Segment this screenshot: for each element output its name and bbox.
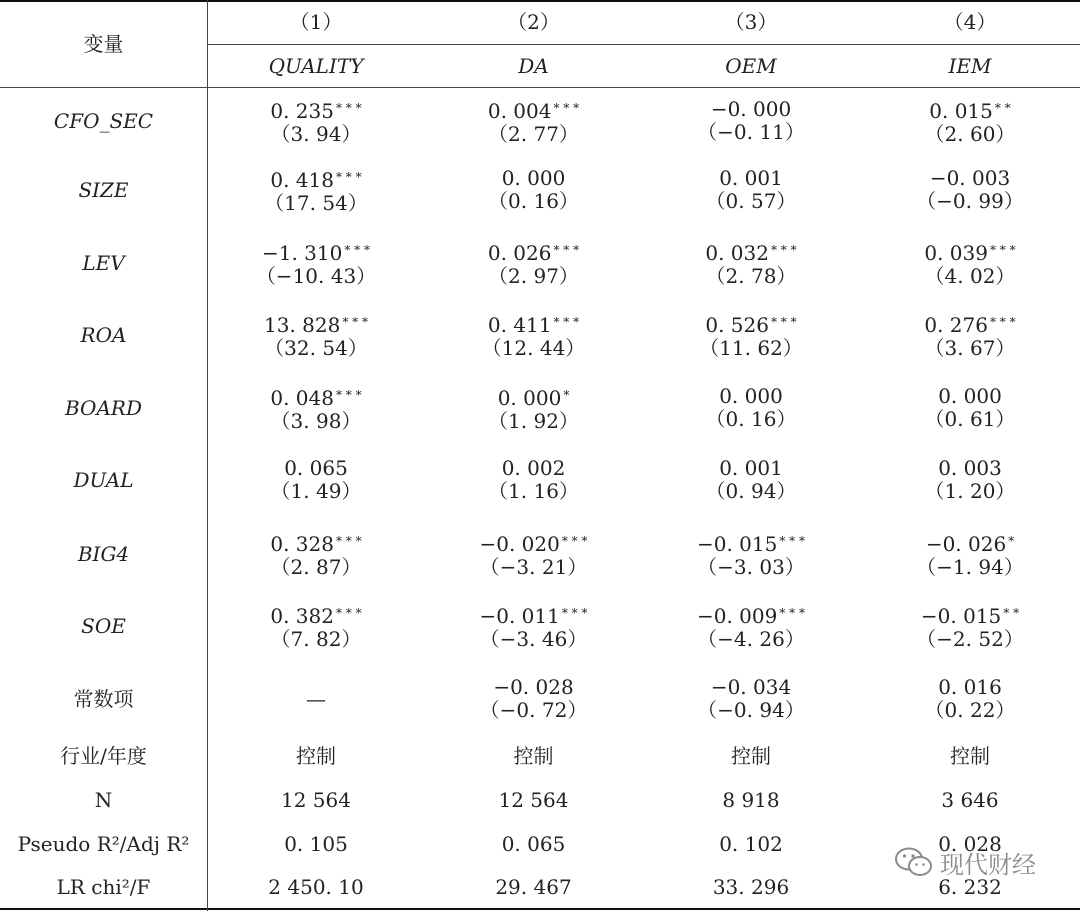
footer-value xyxy=(642,780,860,820)
coefficient-cell xyxy=(425,524,642,584)
coefficient-cell xyxy=(425,91,642,151)
t-statistic: （1. 92） xyxy=(488,408,579,433)
coefficient-value: 0. 382 xyxy=(270,603,334,628)
t-statistic: （32. 54） xyxy=(264,335,368,360)
dependent-var-header xyxy=(642,45,860,88)
significance-stars: * * * xyxy=(770,314,797,329)
t-statistic: （0. 61） xyxy=(924,407,1016,431)
coefficient-value: 0. 276 xyxy=(924,312,988,337)
coefficient-value: 0. 048 xyxy=(270,385,334,410)
coefficient xyxy=(924,311,1015,337)
column-number xyxy=(425,0,642,44)
significance-stars: * * xyxy=(994,100,1011,115)
coefficient-cell xyxy=(860,160,1080,220)
coefficient xyxy=(697,602,805,628)
t-statistic: （0. 16） xyxy=(488,189,579,213)
coefficient-cell xyxy=(642,378,860,438)
coefficient-cell xyxy=(425,378,642,438)
coefficient xyxy=(502,457,566,480)
t-statistic: （−10. 43） xyxy=(255,263,377,288)
coefficient-value: −0. 020 xyxy=(479,531,560,556)
coefficient xyxy=(719,385,783,408)
footer-label-text: 行业/年度 xyxy=(60,743,147,768)
coefficient xyxy=(719,167,783,190)
significance-stars: * * * xyxy=(335,169,362,184)
coefficient-value: 0. 039 xyxy=(924,240,988,265)
footer-label-text: Pseudo R²/Adj R² xyxy=(17,831,190,856)
significance-stars: * * * xyxy=(342,314,368,329)
coefficient xyxy=(262,239,370,265)
footer-value xyxy=(860,780,1080,820)
variable-name: BIG4 xyxy=(77,541,130,566)
significance-stars: * * * xyxy=(335,100,362,115)
coefficient-value: −0. 015 xyxy=(696,531,778,556)
t-statistic: （−3. 21） xyxy=(479,554,588,579)
footer-value xyxy=(207,824,425,864)
footer-value xyxy=(207,867,425,907)
footer-value xyxy=(642,867,860,907)
t-statistic: （−3. 03） xyxy=(697,554,805,579)
significance-stars: * * * xyxy=(561,605,588,620)
t-statistic: （0. 94） xyxy=(705,479,797,503)
coefficient xyxy=(938,457,1002,480)
dependent-var-header xyxy=(207,45,425,88)
coefficient xyxy=(284,457,348,480)
t-statistic: （1. 49） xyxy=(270,479,362,503)
t-statistic: （3. 67） xyxy=(924,335,1016,360)
t-statistic: （12. 44） xyxy=(481,335,586,360)
footer-value-text: 0. 102 xyxy=(719,831,783,856)
variable-name: SOE xyxy=(81,613,126,638)
significance-stars: * * * xyxy=(553,242,580,257)
footer-value-text: 控制 xyxy=(950,743,990,768)
footer-label-text: N xyxy=(94,787,113,812)
coefficient-cell xyxy=(642,160,860,220)
coefficient-cell xyxy=(860,305,1080,365)
t-statistic: （3. 94） xyxy=(270,121,362,146)
row-label xyxy=(0,450,207,510)
wechat-icon xyxy=(894,846,934,878)
coefficient-cell xyxy=(425,596,642,656)
column-number xyxy=(207,0,425,44)
significance-stars: * * * xyxy=(335,533,362,548)
variable-name: 常数项 xyxy=(73,686,134,711)
coefficient-value: 0. 004 xyxy=(487,98,552,123)
t-statistic: （3. 98） xyxy=(270,408,362,433)
footer-value-text: 29. 467 xyxy=(495,874,572,899)
coefficient-value: 0. 235 xyxy=(270,98,334,123)
coefficient-value: −0. 009 xyxy=(696,603,778,628)
t-statistic: （2. 60） xyxy=(924,121,1016,146)
coefficient-value: −0. 028 xyxy=(493,675,574,699)
coefficient-cell xyxy=(860,524,1080,584)
row-label xyxy=(0,524,207,584)
footer-value-text: 2 450. 10 xyxy=(268,874,364,899)
header-variable-text: 变量 xyxy=(83,31,124,56)
coefficient-value: — xyxy=(306,686,326,711)
coefficient-cell xyxy=(860,596,1080,656)
coefficient-cell xyxy=(207,305,425,365)
t-statistic: （2. 97） xyxy=(488,263,579,288)
coefficient-cell xyxy=(642,524,860,584)
coefficient-cell xyxy=(425,160,642,220)
coefficient-cell xyxy=(642,305,860,365)
coefficient-value: 0. 026 xyxy=(487,240,552,265)
coefficient xyxy=(921,602,1019,628)
coefficient-cell xyxy=(860,378,1080,438)
coefficient-value: −0. 034 xyxy=(710,675,792,699)
coefficient-cell xyxy=(642,91,860,151)
footer-value-text: 33. 296 xyxy=(712,874,790,899)
t-statistic: （−1. 94） xyxy=(916,554,1024,579)
coefficient-cell xyxy=(207,160,425,220)
significance-stars: * * * xyxy=(989,242,1016,257)
footer-value-text: 12 564 xyxy=(281,787,351,812)
coefficient-value: 0. 000 xyxy=(938,384,1002,408)
significance-stars: * * * xyxy=(335,605,362,620)
footer-value-text: 12 564 xyxy=(498,787,569,812)
coefficient xyxy=(929,97,1010,123)
coefficient-value: 0. 065 xyxy=(284,456,348,480)
coefficient xyxy=(306,688,326,711)
coefficient-cell xyxy=(642,596,860,656)
footer-label-text: LR chi²/F xyxy=(56,874,151,899)
significance-stars: * * * xyxy=(779,605,805,620)
column-number-text: （1） xyxy=(289,9,343,34)
row-label xyxy=(0,596,207,656)
coefficient xyxy=(719,457,783,480)
coefficient-value: 0. 015 xyxy=(929,98,993,123)
coefficient xyxy=(498,384,570,410)
footer-value xyxy=(860,736,1080,776)
coefficient xyxy=(924,239,1015,265)
significance-stars: * xyxy=(563,387,570,402)
footer-value-text: 控制 xyxy=(513,743,554,768)
footer-value-text: 3 646 xyxy=(941,787,999,812)
coefficient-value: 0. 328 xyxy=(270,531,334,556)
coefficient-cell xyxy=(642,233,860,293)
t-statistic: （1. 20） xyxy=(924,479,1016,503)
row-label xyxy=(0,378,207,438)
coefficient-cell xyxy=(207,91,425,151)
t-statistic: （1. 16） xyxy=(488,479,579,503)
t-statistic: （−0. 72） xyxy=(479,698,588,722)
coefficient xyxy=(270,166,361,192)
coefficient-value: −1. 310 xyxy=(261,240,343,265)
coefficient-cell xyxy=(425,669,642,729)
coefficient-cell xyxy=(860,91,1080,151)
t-statistic: （2. 87） xyxy=(270,554,362,579)
watermark-text: 现代财经 xyxy=(940,850,1036,879)
coefficient xyxy=(488,239,579,265)
significance-stars: * * * xyxy=(553,100,580,115)
footer-value-text: 8 918 xyxy=(722,787,780,812)
coefficient-value: 0. 002 xyxy=(501,456,566,480)
row-label xyxy=(0,91,207,151)
t-statistic: （−3. 46） xyxy=(479,626,588,651)
coefficient-value: 0. 016 xyxy=(938,675,1002,699)
t-statistic: （−0. 99） xyxy=(916,189,1024,213)
watermark xyxy=(894,842,1036,882)
coefficient-value: −0. 003 xyxy=(929,166,1011,190)
coefficient xyxy=(488,311,579,337)
column-number xyxy=(860,0,1080,44)
column-number-text: （3） xyxy=(724,9,778,34)
column-number-text: （4） xyxy=(943,9,997,34)
significance-stars: * * * xyxy=(344,242,370,257)
coefficient xyxy=(938,385,1002,408)
variable-name: DUAL xyxy=(73,467,134,492)
footer-row-label xyxy=(0,736,207,776)
coefficient-cell xyxy=(207,450,425,510)
coefficient-value: 0. 000 xyxy=(497,385,562,410)
column-number xyxy=(642,0,860,44)
variable-name: LEV xyxy=(82,250,125,275)
variable-name: SIZE xyxy=(78,177,129,202)
coefficient-cell xyxy=(207,669,425,729)
t-statistic: （0. 57） xyxy=(705,189,797,213)
significance-stars: * * * xyxy=(989,314,1016,329)
t-statistic: （2. 78） xyxy=(705,263,797,288)
footer-value-text: 控制 xyxy=(296,743,336,768)
coefficient xyxy=(938,676,1002,699)
coefficient-value: 0. 000 xyxy=(719,384,783,408)
coefficient-cell xyxy=(642,450,860,510)
footer-row-label xyxy=(0,780,207,820)
row-label xyxy=(0,160,207,220)
coefficient-cell xyxy=(207,596,425,656)
header-variable-label xyxy=(0,0,207,88)
footer-value xyxy=(425,824,642,864)
coefficient xyxy=(270,384,361,410)
footer-value xyxy=(425,780,642,820)
coefficient-value: 0. 000 xyxy=(501,166,566,190)
coefficient-value: −0. 011 xyxy=(479,603,560,628)
column-number-text: （2） xyxy=(507,9,560,34)
coefficient-cell xyxy=(207,524,425,584)
t-statistic: （−4. 26） xyxy=(697,626,805,651)
t-statistic: （7. 82） xyxy=(270,626,362,651)
footer-value xyxy=(207,780,425,820)
footer-value xyxy=(425,736,642,776)
coefficient xyxy=(488,97,579,123)
coefficient xyxy=(264,311,368,337)
coefficient-cell xyxy=(425,305,642,365)
coefficient xyxy=(479,602,587,628)
footer-value xyxy=(207,736,425,776)
coefficient-value: −0. 000 xyxy=(710,97,792,121)
significance-stars: * * * xyxy=(335,387,362,402)
coefficient-cell xyxy=(860,233,1080,293)
footer-value-text: 控制 xyxy=(731,743,771,768)
t-statistic: （4. 02） xyxy=(924,263,1016,288)
footer-row-label xyxy=(0,824,207,864)
significance-stars: * * * xyxy=(553,314,580,329)
footer-value-text: 0. 065 xyxy=(501,831,566,856)
dependent-var-text: IEM xyxy=(948,54,992,78)
coefficient-value: −0. 026 xyxy=(925,531,1007,556)
coefficient xyxy=(926,530,1014,556)
coefficient xyxy=(697,530,805,556)
significance-stars: * * * xyxy=(779,533,805,548)
significance-stars: * * * xyxy=(770,242,797,257)
coefficient-value: 0. 001 xyxy=(719,456,783,480)
significance-stars: * * * xyxy=(561,533,588,548)
coefficient xyxy=(930,167,1010,190)
coefficient-value: −0. 015 xyxy=(920,603,1002,628)
coefficient-cell xyxy=(425,233,642,293)
coefficient-cell xyxy=(642,669,860,729)
coefficient-value: 0. 526 xyxy=(705,312,769,337)
coefficient-value: 0. 003 xyxy=(938,456,1002,480)
coefficient xyxy=(270,602,361,628)
coefficient-cell xyxy=(860,669,1080,729)
coefficient xyxy=(479,530,587,556)
row-label xyxy=(0,669,207,729)
t-statistic: （2. 77） xyxy=(488,121,579,146)
dependent-var-header xyxy=(860,45,1080,88)
coefficient-cell xyxy=(860,450,1080,510)
row-label xyxy=(0,305,207,365)
dependent-var-text: OEM xyxy=(725,54,777,78)
t-statistic: （−0. 11） xyxy=(697,120,805,144)
t-statistic: （−0. 94） xyxy=(697,698,805,722)
coefficient-value: 0. 411 xyxy=(487,312,552,337)
significance-stars: * xyxy=(1008,533,1015,548)
t-statistic: （−2. 52） xyxy=(916,626,1024,651)
t-statistic: （17. 54） xyxy=(264,190,368,215)
variable-name: ROA xyxy=(80,322,127,347)
t-statistic: （11. 62） xyxy=(699,335,803,360)
significance-stars: * * xyxy=(1003,605,1020,620)
coefficient-value: 13. 828 xyxy=(264,312,341,337)
t-statistic: （0. 16） xyxy=(705,407,797,431)
t-statistic: （0. 22） xyxy=(924,698,1016,722)
dependent-var-header xyxy=(425,45,642,88)
coefficient xyxy=(711,676,791,699)
footer-value-text: 0. 105 xyxy=(284,831,348,856)
footer-value xyxy=(642,824,860,864)
footer-value xyxy=(642,736,860,776)
coefficient xyxy=(502,167,566,190)
coefficient xyxy=(493,676,573,699)
variable-name: CFO_SEC xyxy=(53,108,154,133)
footer-value-text: 6. 232 xyxy=(938,874,1002,899)
footer-value xyxy=(425,867,642,907)
footer-row-label xyxy=(0,867,207,907)
coefficient-cell xyxy=(425,450,642,510)
coefficient-cell xyxy=(207,378,425,438)
coefficient xyxy=(705,311,796,337)
footer-value-text: 0. 028 xyxy=(938,831,1002,856)
dependent-var-text: QUALITY xyxy=(268,54,364,78)
coefficient-value: 0. 032 xyxy=(705,240,769,265)
coefficient xyxy=(270,530,361,556)
coefficient-cell xyxy=(207,233,425,293)
row-label xyxy=(0,233,207,293)
coefficient xyxy=(705,239,796,265)
dependent-var-text: DA xyxy=(518,54,549,78)
variable-name: BOARD xyxy=(64,395,142,420)
coefficient-value: 0. 001 xyxy=(719,166,783,190)
coefficient xyxy=(270,97,361,123)
table-rule xyxy=(0,908,1080,910)
coefficient xyxy=(711,98,791,121)
coefficient-value: 0. 418 xyxy=(270,167,334,192)
